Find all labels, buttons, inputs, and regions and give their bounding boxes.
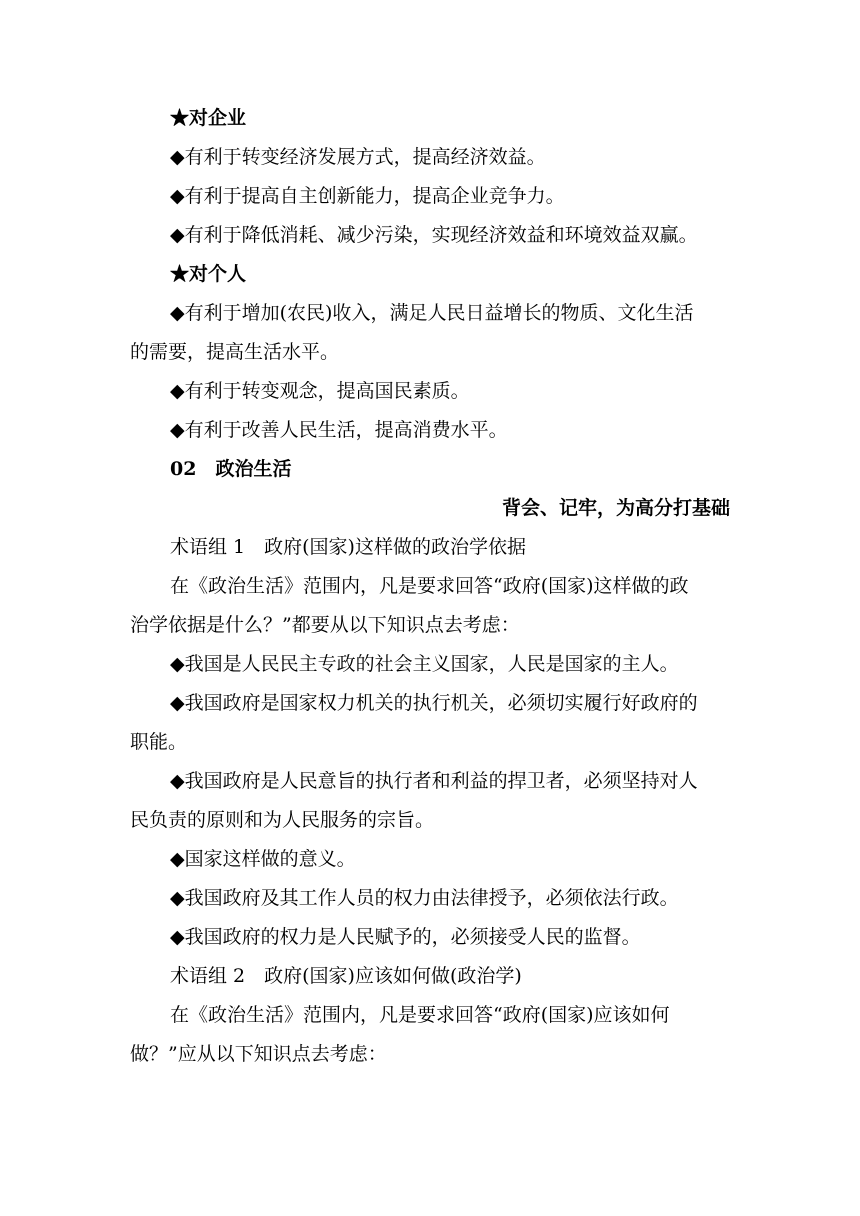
bullet-line: ◆国家这样做的意义。 [170,848,356,870]
document-page [130,99,730,1074]
bullet-line: ◆我国政府的权力是人民赋予的，必须接受人民的监督。 [170,926,641,948]
continuation-line: 的需要，提高生活水平。 [130,341,340,363]
section-slogan: 背会、记牢，为高分打基础 [501,497,730,519]
paragraph-line: 在《政治生活》范围内，凡是要求回答“政府(国家)这样做的政 [170,575,689,597]
bullet-line: ◆我国政府是人民意旨的执行者和利益的捍卫者，必须坚持对人 [170,770,698,792]
paragraph-line: 在《政治生活》范围内，凡是要求回答“政府(国家)应该如何 [170,1004,670,1026]
term-group-title: 术语组 1 政府(国家)这样做的政治学依据 [170,536,526,558]
continuation-line: 民负责的原则和为人民服务的宗旨。 [130,809,435,831]
bullet-line: ◆我国政府及其工作人员的权力由法律授予，必须依法行政。 [170,887,679,909]
bullet-line: ◆有利于降低消耗、减少污染，实现经济效益和环境效益双赢。 [170,224,698,246]
continuation-line: 做？”应从以下知识点去考虑： [130,1043,387,1065]
heading-individual: ★对个人 [170,263,247,285]
bullet-line: ◆有利于转变经济发展方式，提高经济效益。 [170,146,546,168]
bullet-line: ◆我国政府是国家权力机关的执行机关，必须切实履行好政府的 [170,692,698,714]
continuation-line: 治学依据是什么？”都要从以下知识点去考虑： [130,614,520,636]
bullet-line: ◆有利于转变观念，提高国民素质。 [170,380,470,402]
bullet-line: ◆有利于改善人民生活，提高消费水平。 [170,419,508,441]
section-title: 02 政治生活 [170,458,292,480]
continuation-line: 职能。 [130,731,188,753]
bullet-line: ◆我国是人民民主专政的社会主义国家，人民是国家的主人。 [170,653,679,675]
term-group-title: 术语组 2 政府(国家)应该如何做(政治学) [170,965,522,987]
bullet-line: ◆有利于提高自主创新能力，提高企业竞争力。 [170,185,565,207]
bullet-line: ◆有利于增加(农民)收入，满足人民日益增长的物质、文化生活 [170,302,694,324]
heading-enterprise: ★对企业 [170,107,247,129]
